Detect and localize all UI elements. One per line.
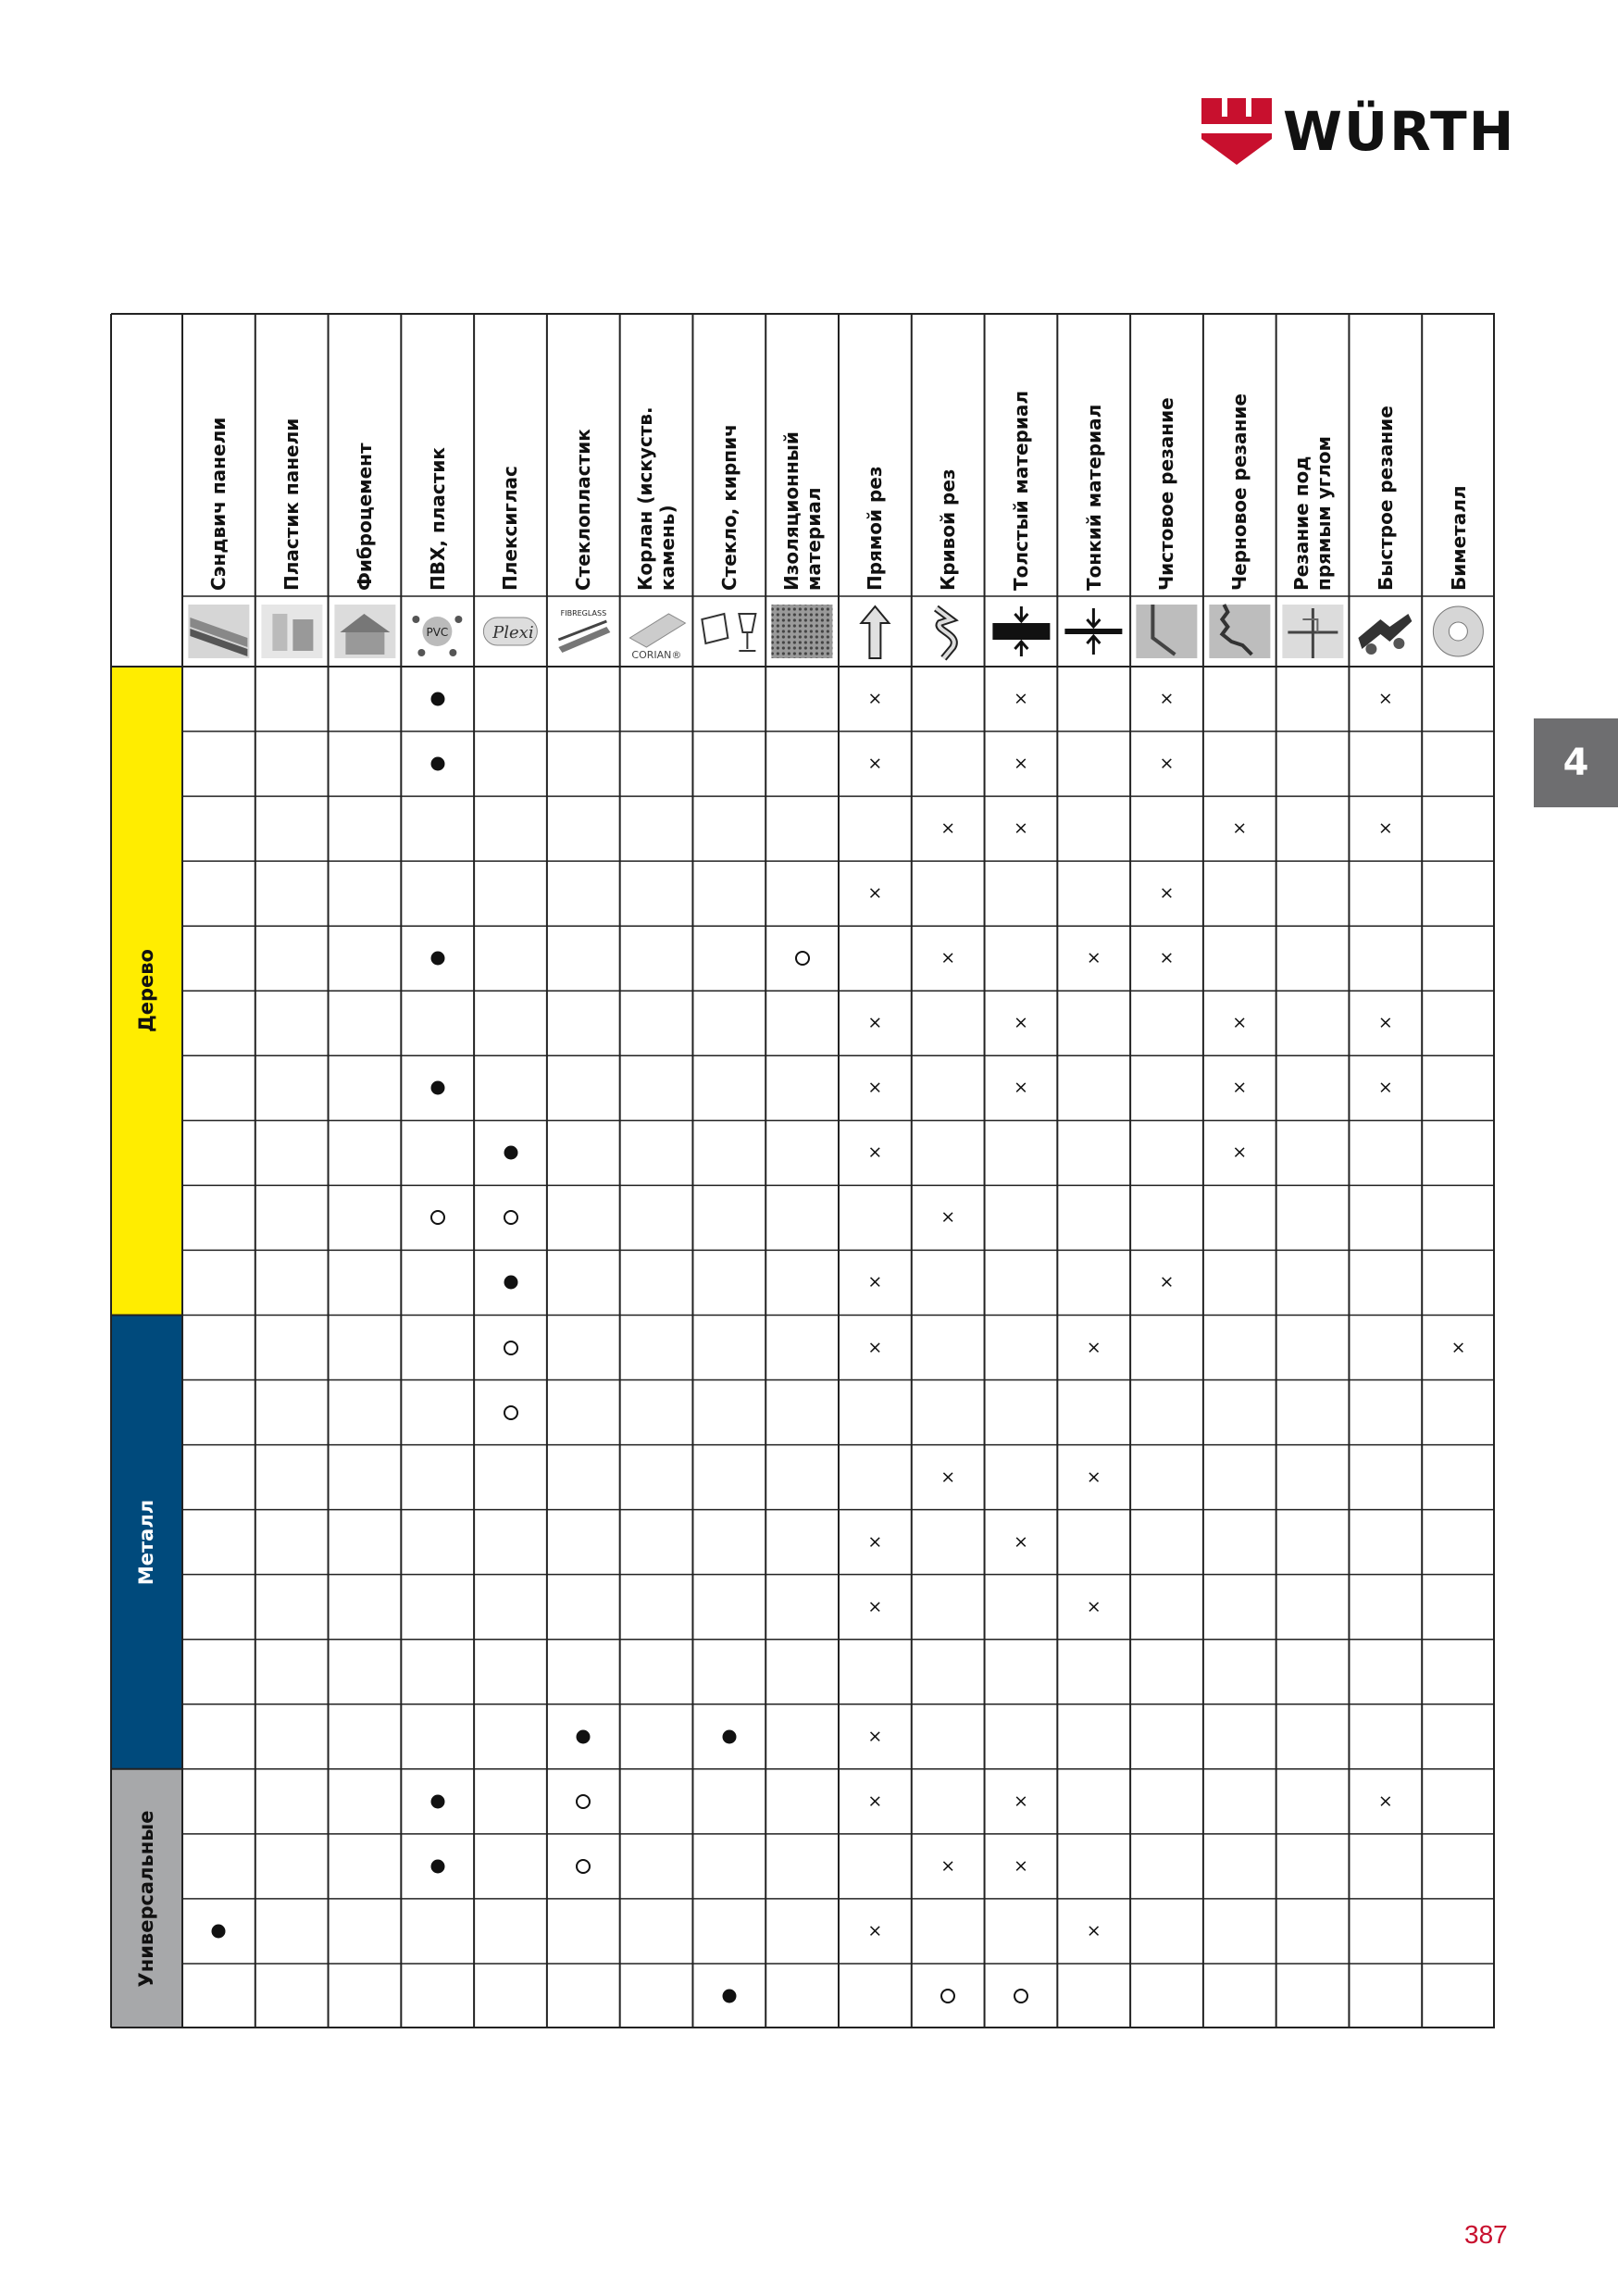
sandwich-panel-icon [186,601,252,662]
table-cell-mark [576,1794,591,1809]
wurth-logo [1200,96,1514,167]
table-cell-mark [576,1859,591,1874]
table-cell-mark: × [1232,1142,1248,1163]
table-cell-mark: × [867,1596,883,1617]
table-cell-mark [430,1794,444,1808]
thin-material-icon [1061,601,1126,662]
table-cell-mark: × [1013,1791,1028,1812]
table-cell-mark: × [1232,1077,1248,1098]
column-header-3: ПВХ, пластик [426,447,449,591]
table-cell-mark: × [867,882,883,904]
insulation-icon [769,601,835,662]
svg-text:FIBREGLASS: FIBREGLASS [560,609,607,618]
table-cell-mark: × [940,817,956,839]
table-cell-mark: × [867,1531,883,1553]
straight-cut-icon [842,601,908,662]
column-header-4: Плексиглас [499,466,522,591]
table-cell-mark: × [1159,882,1175,904]
table-cell-mark: × [1159,1271,1175,1292]
table-cell-mark: × [867,1337,883,1357]
table-cell-mark: × [1013,1077,1028,1098]
column-header-14: Черновое резание [1228,393,1251,591]
column-header-11: Толстый материал [1009,390,1032,591]
svg-text:Plexi: Plexi [492,623,534,643]
table-cell-mark [504,1276,517,1290]
table-cell-mark: × [1377,1077,1393,1098]
table-cell-mark: × [1013,1012,1028,1033]
plastic-panel-icon [259,601,325,662]
svg-text:PVC: PVC [426,626,449,639]
column-header-17: Биметалл [1447,485,1470,591]
table-cell-mark: × [1013,753,1028,774]
table-cell-mark [722,1729,736,1743]
table-cell-mark: × [867,688,883,709]
table-cell-mark: × [940,1855,956,1877]
table-cell-mark: × [940,1466,956,1488]
table-cell-mark: × [1013,688,1028,709]
corian-icon [624,601,690,662]
table-cell-mark: × [1232,1012,1248,1033]
table-cell-mark [940,1989,955,2003]
pvc-icon [404,601,470,662]
chapter-tab[interactable]: 4 [1534,718,1618,807]
column-header-10: Кривой рез [937,468,960,591]
table-cell-mark [430,1859,444,1873]
plexiglass-icon [478,601,543,662]
table-cell-mark [504,1146,517,1160]
table-cell-mark: × [1232,817,1248,839]
table-cell-mark: × [1377,1791,1393,1812]
column-header-15: Резание под прямым углом [1290,436,1336,591]
fiberglass-icon [551,601,616,662]
table-cell-mark: × [867,1791,883,1812]
column-header-9: Прямой рез [864,466,887,591]
column-header-1: Пластик панели [280,418,304,591]
table-cell-mark [430,952,444,966]
group-label-2: Универсальные [135,1810,157,1988]
table-cell-mark: × [867,1271,883,1292]
rough-cut-icon [1207,601,1273,662]
table-cell-mark: × [1086,1466,1101,1488]
column-header-13: Чистовое резание [1155,397,1178,591]
column-header-0: Сэндвич панели [207,417,230,591]
page-number: 387 [1464,2220,1508,2249]
table-cell-mark: × [1013,817,1028,839]
fibrocement-icon [332,601,398,662]
table-cell-mark: × [867,1077,883,1098]
fast-cut-icon [1352,601,1418,662]
column-header-7: Стекло, кирпич [717,424,741,591]
table-cell-mark [430,693,444,706]
table-cell-mark [1014,1989,1028,2003]
column-header-5: Стеклопластик [572,429,595,591]
table-cell-mark: × [1377,1012,1393,1033]
column-header-2: Фиброцемент [353,443,376,591]
table-cell-mark [430,1210,445,1225]
table-cell-mark [722,1989,736,2003]
table-cell-mark: × [867,1920,883,1941]
table-cell-mark: × [867,753,883,774]
column-header-16: Быстрое резание [1374,406,1397,591]
wurth-emblem-icon [1200,96,1274,167]
group-label-1: Металл [135,1499,157,1585]
table-cell-mark [430,1081,444,1095]
table-cell-mark: × [940,1206,956,1228]
brand-name: WÜRTH [1283,100,1516,163]
table-cell-mark: × [1086,1596,1101,1617]
table-cell-mark: × [940,947,956,968]
table-cell-mark [504,1210,518,1225]
table-cell-mark: × [867,1726,883,1747]
column-header-6: Корлан (искуств. камень) [634,406,679,591]
curved-cut-icon [915,601,981,662]
column-header-12: Тонкий материал [1082,404,1105,591]
table-cell-mark [504,1405,518,1420]
right-angle-cut-icon [1280,601,1346,662]
table-cell-mark [577,1729,591,1743]
table-cell-mark: × [1013,1855,1028,1877]
thick-material-icon [989,601,1054,662]
table-cell-mark: × [867,1142,883,1163]
table-cell-mark: × [1086,1337,1101,1357]
table-cell-mark: × [1159,947,1175,968]
table-cell-mark: × [1377,688,1393,709]
table-cell-mark: × [1377,817,1393,839]
column-header-8: Изоляционный материал [779,431,825,591]
table-cell-mark: × [1450,1337,1466,1357]
table-cell-mark: × [1013,1531,1028,1553]
table-cell-mark [212,1924,226,1938]
table-cell-mark: × [1086,1920,1101,1941]
group-label-0: Дерево [135,949,157,1033]
table-cell-mark: × [1086,947,1101,968]
table-cell-mark: × [1159,688,1175,709]
table-cell-mark: × [867,1012,883,1033]
compatibility-table [110,313,1495,2028]
table-cell-mark [795,951,810,966]
table-cell-mark [430,757,444,771]
svg-text:CORIAN®: CORIAN® [631,649,682,661]
table-cell-mark [504,1341,518,1355]
glass-brick-icon [696,601,762,662]
finish-cut-icon [1134,601,1200,662]
bimetal-icon [1425,601,1491,662]
table-cell-mark: × [1159,753,1175,774]
